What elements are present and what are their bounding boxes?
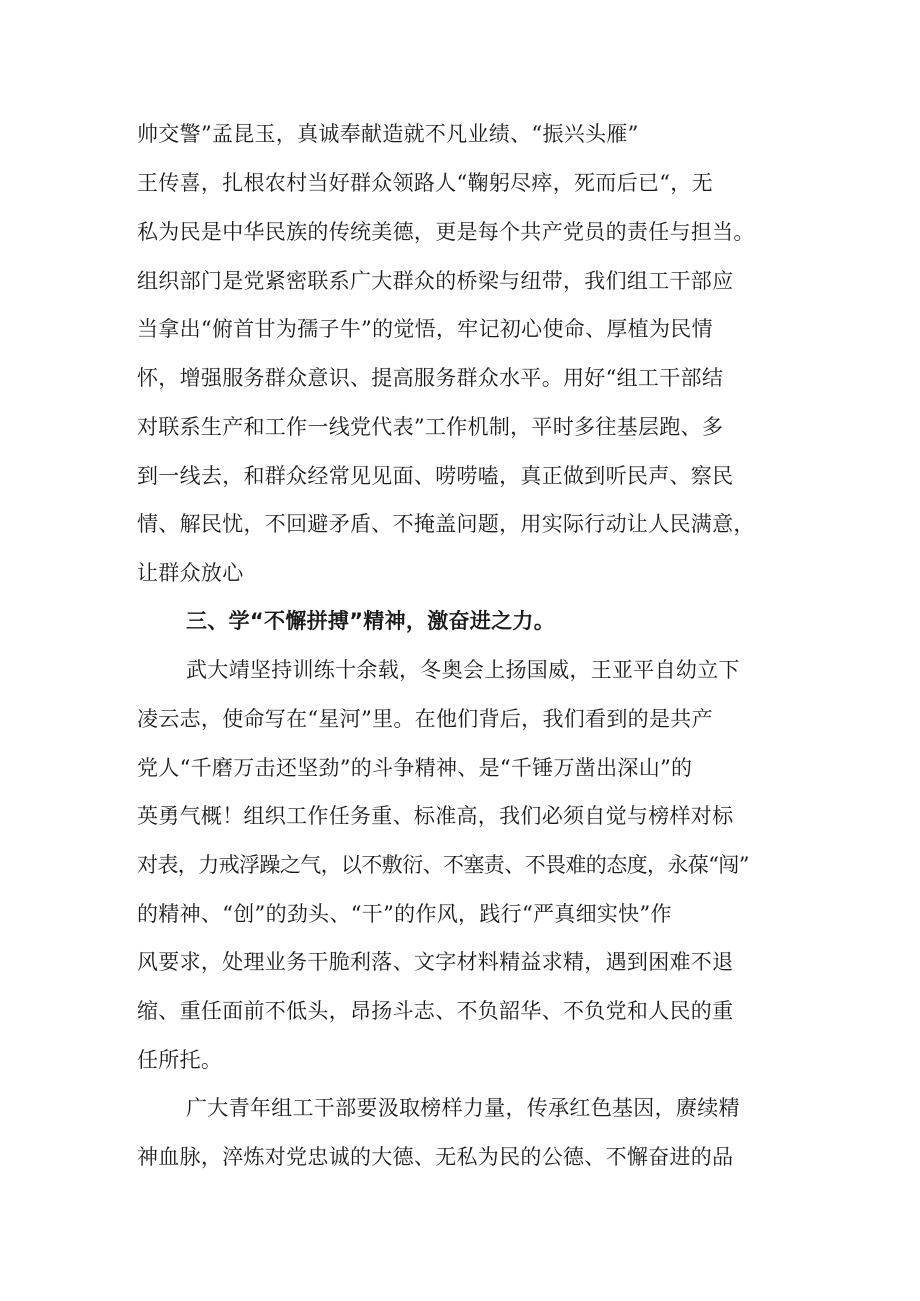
paragraph-1-line-4: 组织部门是党紧密联系广大群众的桥梁与纽带，我们组工干部应 xyxy=(137,269,734,293)
paragraph-1-line-5: 当拿出“俯首甘为孺子牛”的觉悟，牢记初心使命、厚植为民情 xyxy=(137,317,713,341)
paragraph-2-line-9: 任所托。 xyxy=(137,1048,223,1072)
paragraph-1-line-6: 怀，增强服务群众意识、提高服务群众水平。用好“组工干部结 xyxy=(137,366,724,390)
paragraph-2-line-6: 的精神、“创”的劲头、“干”的作风，践行“严真细实快”作 xyxy=(137,902,672,926)
paragraph-2-line-1: 武大靖坚持训练十余载，冬奥会上扬国威，王亚平自幼立下 xyxy=(186,658,740,682)
paragraph-2-line-4: 英勇气概！组织工作任务重、标准高，我们必须自觉与榜样对标 xyxy=(137,804,734,828)
paragraph-1-line-3: 私为民是中华民族的传统美德，更是每个共产党员的责任与担当。 xyxy=(137,220,755,244)
paragraph-2-line-7: 风要求，处理业务干脆利落、文字材料精益求精，遇到困难不退 xyxy=(137,950,734,974)
paragraph-2-line-3: 党人“千磨万击还坚劲”的斗争精神、是“千锤万凿出深山”的 xyxy=(137,756,693,780)
paragraph-2-line-8: 缩、重任面前不低头，昂扬斗志、不负韶华、不负党和人民的重 xyxy=(137,999,734,1023)
paragraph-1-line-8: 到一线去，和群众经常见见面、唠唠嗑，真正做到听民声、察民 xyxy=(137,464,734,488)
section-heading: 三、学“不懈拼搏”精神，激奋进之力。 xyxy=(186,609,556,633)
paragraph-2-line-5: 对表，力戒浮躁之气，以不敷衍、不塞责、不畏难的态度，永葆“闯” xyxy=(137,853,749,877)
paragraph-1-line-1: 帅交警”孟昆玉，真诚奉献造就不凡业绩、“振兴头雁” xyxy=(137,122,639,146)
paragraph-2-line-2: 凌云志，使命写在“星河”里。在他们背后，我们看到的是共产 xyxy=(137,707,713,731)
paragraph-1-line-10: 让群众放心 xyxy=(137,561,244,585)
paragraph-1-line-9: 情、解民忧，不回避矛盾、不掩盖问题，用实际行动让人民满意， xyxy=(137,512,755,536)
paragraph-3-line-1: 广大青年组工干部要汲取榜样力量，传承红色基因，赓续精 xyxy=(186,1096,740,1120)
paragraph-1-line-7: 对联系生产和工作一线党代表”工作机制，平时多往基层跑、多 xyxy=(137,415,724,439)
paragraph-3-line-2: 神血脉，淬炼对党忠诚的大德、无私为民的公德、不懈奋进的品 xyxy=(137,1145,734,1169)
paragraph-1-line-2: 王传喜，扎根农村当好群众领路人“鞠躬尽瘁，死而后已“，无 xyxy=(137,171,713,195)
